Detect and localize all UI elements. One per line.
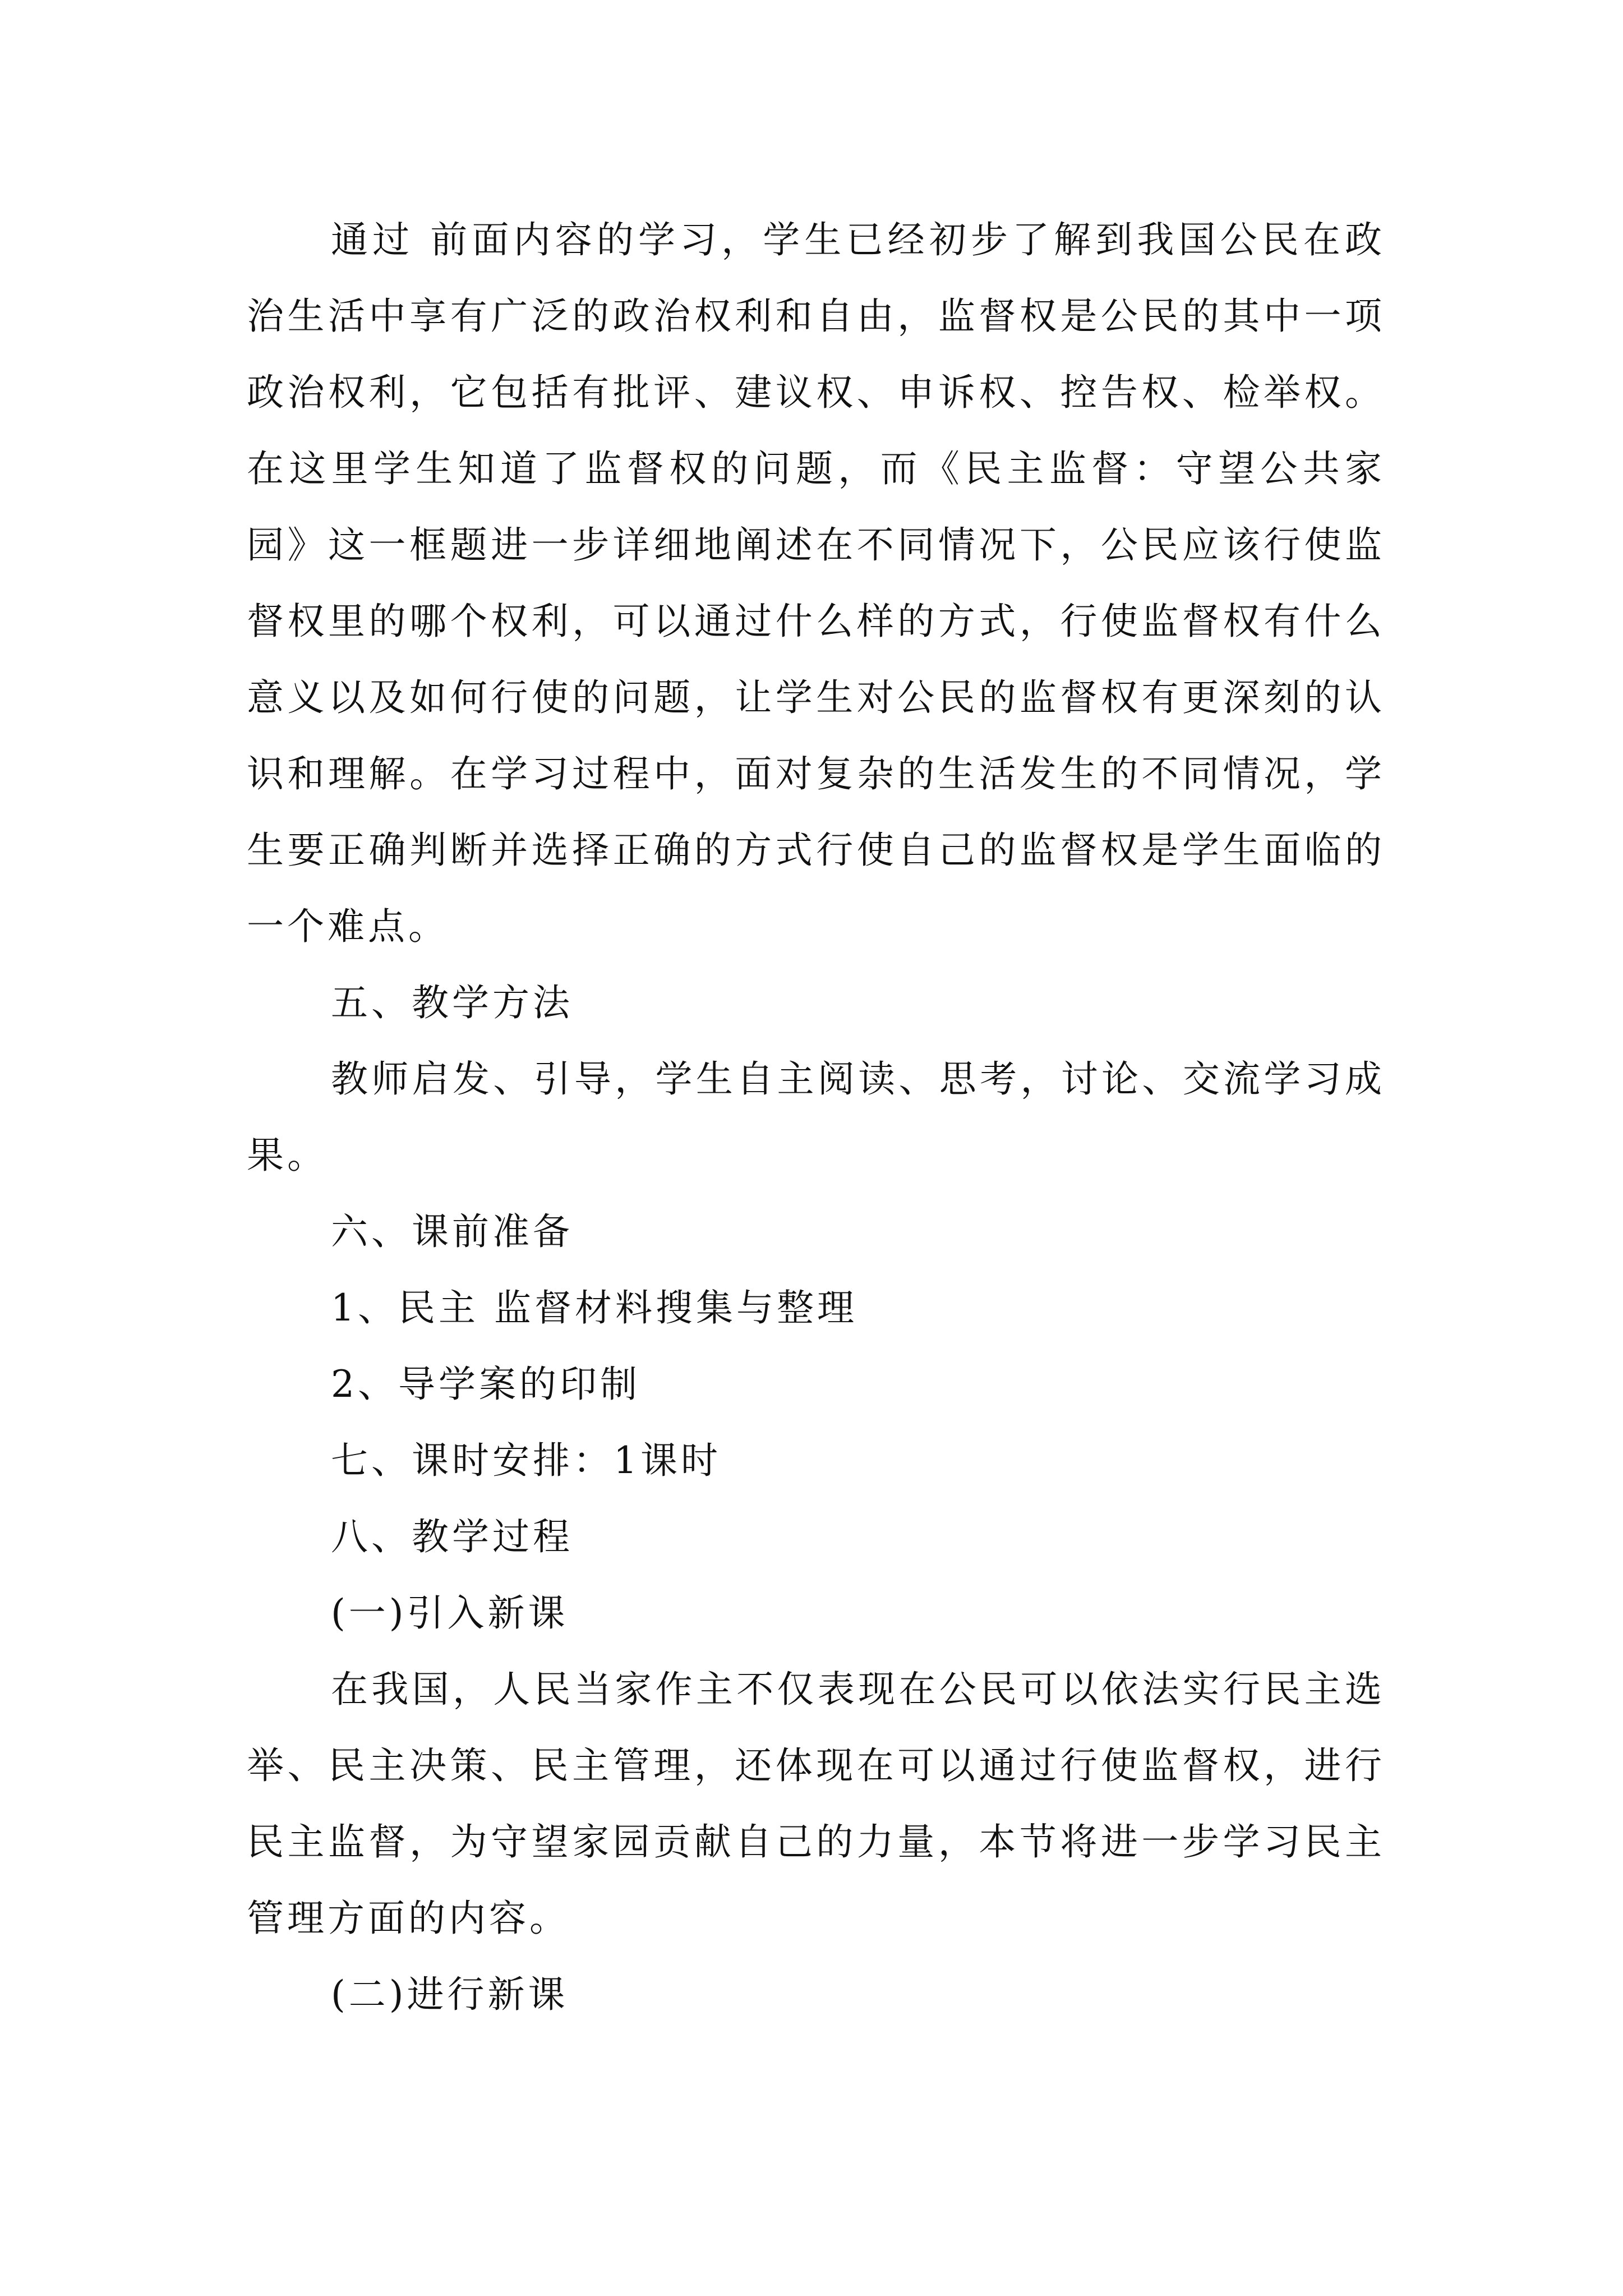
preparation-item-1: 1、民主 监督材料搜集与整理 (331, 1286, 857, 1329)
heading-teaching-process: 八、教学过程 (331, 1515, 573, 1558)
preparation-item-2: 2、导学案的印制 (331, 1363, 640, 1406)
document-body (247, 202, 1385, 2033)
paragraph-teaching-methods: 教师启发、引导，学生自主阅读、思考，讨论、交流学习成果。 (247, 1057, 1385, 1177)
heading-preparation: 六、课前准备 (331, 1210, 573, 1253)
heading-teaching-methods: 五、教学方法 (331, 981, 573, 1024)
subheading-introduction: (一)引入新课 (331, 1591, 569, 1635)
subheading-new-lesson: (二)进行新课 (331, 1973, 569, 2016)
paragraph-introduction: 在我国，人民当家作主不仅表现在公民可以依法实行民主选举、民主决策、民主管理，还体现在可以通过行使监督权，进行民主监督，为守望家园贡献自己的力量，本节将进一步学习民主管理方面的内容。 (247, 1668, 1385, 1940)
heading-schedule: 七、课时安排：1课时 (331, 1439, 721, 1482)
paragraph-analysis: 通过 前面内容的学习，学生已经初步了解到我国公民在政治生活中享有广泛的政治权利和自由，监督权是公民的其中一项政治权利，它包括有批评、建议权、申诉权、控告权、检举权。在这里学生知道了监督权的问题，而《民主监督：守望公共家园》这一框题进一步详细地阐述在不同情况下，公民应该行使监督权里的哪个权利，可以通过什么样的方式，行使监督权有什么意义以及如何行使的问题，让学生对公民的监督权有更深刻的认识和理解。在学习过程中，面对复杂的生活发生的不同情况，学生要正确判断并选择正确的方式行使自己的监督权是学生面临的一个难点。 (247, 218, 1385, 948)
